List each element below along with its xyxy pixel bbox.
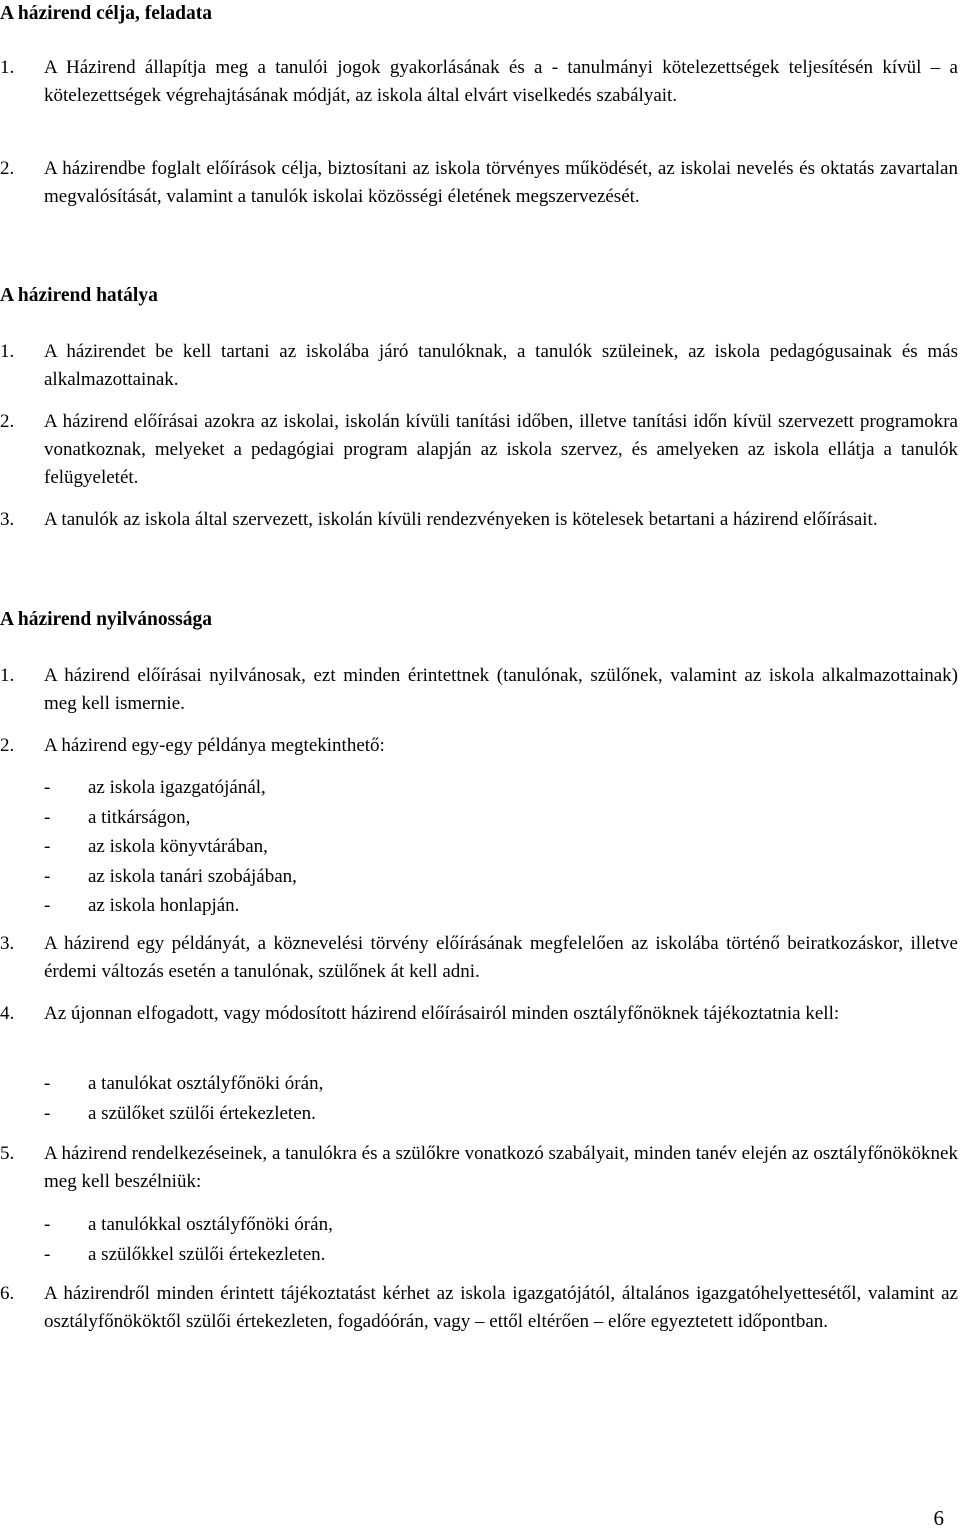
section-title-publicity: A házirend nyilvánossága <box>0 609 213 630</box>
bullet-text: az iskola igazgatójánál, <box>88 777 266 798</box>
section-title-scope: A házirend hatálya <box>0 285 158 306</box>
item-text: A házirendről minden érintett tájékoztatást kérhet az iskola igazgatójától, általános igazgatóhelyettesétől, valamint az osztályfőnököktől szülői értekezleten, fogadóórán, vagy – ettől eltérően – előre egyeztetett időpontban. <box>44 1283 958 1332</box>
item-number: 4. <box>0 1003 15 1024</box>
bullet-text: a tanulókat osztályfőnöki órán, <box>88 1073 324 1094</box>
list-item <box>0 662 958 718</box>
list-item <box>0 930 958 986</box>
item-number: 2. <box>0 158 15 179</box>
item-number: 1. <box>0 665 15 686</box>
bullet-marker: - <box>44 806 51 828</box>
list-item <box>0 506 958 534</box>
bullet-item <box>0 1210 900 1240</box>
bullet-marker: - <box>44 1243 51 1265</box>
section-title-purpose: A házirend célja, feladata <box>0 3 212 24</box>
bullet-text: a titkárságon, <box>88 806 191 828</box>
bullet-item <box>0 1099 900 1129</box>
item-text: A tanulók az iskola által szervezett, iskolán kívüli rendezvényeken is kötelesek betartani a házirend előírásait. <box>44 509 878 530</box>
item-text: Az újonnan elfogadott, vagy módosított házirend előírásairól minden osztályfőnöknek tájékoztatnia kell: <box>44 1003 840 1024</box>
list-item <box>0 338 958 394</box>
bullet-text: a szülőket szülői értekezleten. <box>88 1102 316 1124</box>
bullet-item <box>0 1069 900 1099</box>
list-item <box>0 408 958 492</box>
list-item <box>0 732 958 760</box>
bullet-marker: - <box>44 895 51 916</box>
page-number: 6 <box>933 1506 944 1530</box>
list-item <box>0 155 958 211</box>
item-number: 5. <box>0 1143 15 1164</box>
bullet-item <box>0 803 900 833</box>
list-item <box>0 1140 958 1196</box>
item-number: 1. <box>0 341 15 362</box>
bullet-marker: - <box>44 865 51 887</box>
item-text: A házirendbe foglalt előírások célja, biztosítani az iskola törvényes működését, az iskolai nevelés és oktatás zavartalan megvalósítását, valamint a tanulók iskolai közösségi életének megszervezését. <box>44 158 958 207</box>
item-number: 3. <box>0 933 15 954</box>
bullet-marker: - <box>44 836 51 857</box>
bullet-item <box>0 891 900 921</box>
bullet-marker: - <box>44 1073 51 1094</box>
bullet-text: az iskola könyvtárában, <box>88 836 268 857</box>
item-number: 2. <box>0 411 15 432</box>
item-text: A házirend előírásai azokra az iskolai, iskolán kívüli tanítási időben, illetve tanítási időn kívül szervezett programokra vonatkoznak, melyeket a pedagógiai program alapján az iskola szervez, és amelyeken az iskola ellátja a tanulók felügyeletét. <box>44 411 958 488</box>
bullet-marker: - <box>44 777 51 798</box>
bullet-text: az iskola tanári szobájában, <box>88 865 297 887</box>
bullet-list <box>0 1210 900 1269</box>
bullet-item <box>0 1240 900 1270</box>
item-text: A házirend előírásai nyilvánosak, ezt minden érintettnek (tanulónak, szülőnek, valamint az iskola alkalmazottainak) meg kell ismernie. <box>44 665 958 714</box>
item-text: A házirend rendelkezéseinek, a tanulókra és a szülőkre vonatkozó szabályait, minden tanév elején az osztályfőnököknek meg kell beszélniük: <box>44 1143 958 1192</box>
bullet-list <box>0 773 900 921</box>
bullet-text: az iskola honlapján. <box>88 895 240 916</box>
bullet-marker: - <box>44 1102 51 1124</box>
list-item <box>0 1280 958 1336</box>
bullet-item <box>0 773 900 803</box>
bullet-item <box>0 862 900 892</box>
bullet-marker: - <box>44 1214 51 1235</box>
bullet-item <box>0 832 900 862</box>
item-text: A Házirend állapítja meg a tanulói jogok gyakorlásának és a - tanulmányi kötelezettségek teljesítésén kívül – a kötelezettségek végrehajtásának módját, az iskola által elvárt viselkedés szabályait. <box>44 57 958 106</box>
item-number: 3. <box>0 509 15 530</box>
item-number: 6. <box>0 1283 15 1304</box>
list-item <box>0 54 958 110</box>
bullet-text: a tanulókkal osztályfőnöki órán, <box>88 1214 333 1235</box>
item-number: 2. <box>0 735 15 756</box>
item-text: A házirend egy példányát, a köznevelési törvény előírásának megfelelően az iskolába történő beiratkozáskor, illetve érdemi változás esetén a tanulónak, szülőnek át kell adni. <box>44 933 958 982</box>
list-item <box>0 1000 958 1028</box>
item-number: 1. <box>0 57 15 78</box>
bullet-text: a szülőkkel szülői értekezleten. <box>88 1243 326 1265</box>
bullet-list <box>0 1069 900 1128</box>
item-text: A házirend egy-egy példánya megtekinthető: <box>44 735 385 756</box>
item-text: A házirendet be kell tartani az iskolába járó tanulóknak, a tanulók szüleinek, az iskola pedagógusainak és más alkalmazottainak. <box>44 341 958 390</box>
